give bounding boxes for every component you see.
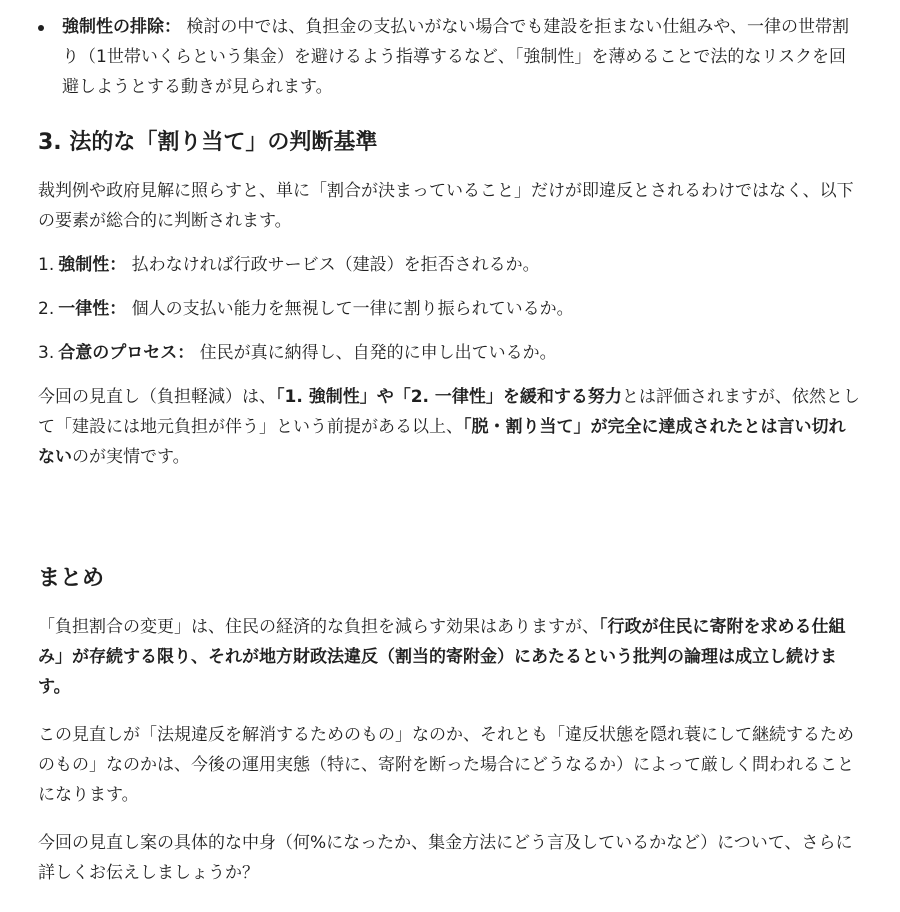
summary-heading: まとめ bbox=[38, 566, 105, 591]
criteria-label: 強制性： bbox=[58, 255, 127, 275]
criteria-number: 2. bbox=[38, 299, 55, 319]
summary-paragraph-1 bbox=[38, 612, 862, 702]
summary-paragraph-2: この見直しが「法規違反を解消するためのもの」なのか、それとも「違反状態を隠れ蓑にして継続するためのもの」なのかは、今後の運用実態（特に、寄附を断った場合にどうなるか）によって厳しく問われることになります。 bbox=[38, 725, 854, 805]
criteria-item-uniformity bbox=[38, 294, 862, 324]
section3-assessment bbox=[38, 382, 862, 472]
criteria-label: 合意のプロセス： bbox=[58, 343, 195, 363]
assessment-bold-1: 「1. 強制性」や「2. 一律性」を緩和する努力 bbox=[276, 387, 622, 407]
assessment-text-2: とは評価されますが、依然として「建設には地元負担が伴う」という前提がある以上、 bbox=[38, 387, 860, 437]
criteria-text: 払わなければ行政サービス（建設）を拒否されるか。 bbox=[126, 255, 540, 275]
assessment-text-3: のが実情です。 bbox=[72, 447, 190, 467]
criteria-number: 1. bbox=[38, 255, 55, 275]
bullet-list bbox=[38, 0, 862, 102]
summary-paragraph-3: 今回の見直し案の具体的な中身（何%になったか、集金方法にどう言及しているかなど）について、さらに詳しくお伝えしましょうか？ bbox=[38, 833, 853, 883]
bullet-item-coercion bbox=[38, 12, 862, 102]
assessment-bold-2: 「脱・割り当て」が完全に達成されたとは言い切れない bbox=[38, 417, 846, 467]
criteria-text: 住民が真に納得し、自発的に申し出ているか。 bbox=[194, 343, 557, 363]
criteria-item-consent bbox=[38, 338, 862, 368]
summary-p1-bold: 「行政が住民に寄附を求める仕組み」が存続する限り、それが地方財政法違反（割当的寄附金）にあたるという批判の論理は成立し続けます。 bbox=[38, 617, 846, 697]
criteria-text: 個人の支払い能力を無視して一律に割り振られているか。 bbox=[126, 299, 574, 319]
assessment-text-1: 今回の見直し（負担軽減）は、 bbox=[38, 387, 276, 407]
criteria-number: 3. bbox=[38, 343, 55, 363]
criteria-item-coercion bbox=[38, 250, 862, 280]
section3-intro: 裁判例や政府見解に照らすと、単に「割合が決まっていること」だけが即違反とされるわけではなく、以下の要素が総合的に判断されます。 bbox=[38, 181, 854, 231]
criteria-label: 一律性： bbox=[58, 299, 127, 319]
bullet-text: 検討の中では、負担金の支払いがない場合でも建設を拒まない仕組みや、一律の世帯割り（1世帯いくらという集金）を避けるよう指導するなど、「強制性」を薄めることで法的なリスクを回避しようとする動きが見られます。 bbox=[62, 17, 850, 97]
summary-p1-text: 「負担割合の変更」は、住民の経済的な負担を減らす効果はありますが、 bbox=[38, 617, 599, 637]
section3-heading: 3. 法的な「割り当て」の判断基準 bbox=[38, 130, 378, 155]
bullet-dot-icon bbox=[38, 25, 44, 31]
criteria-list bbox=[38, 250, 862, 368]
bullet-label: 強制性の排除： bbox=[62, 17, 181, 37]
